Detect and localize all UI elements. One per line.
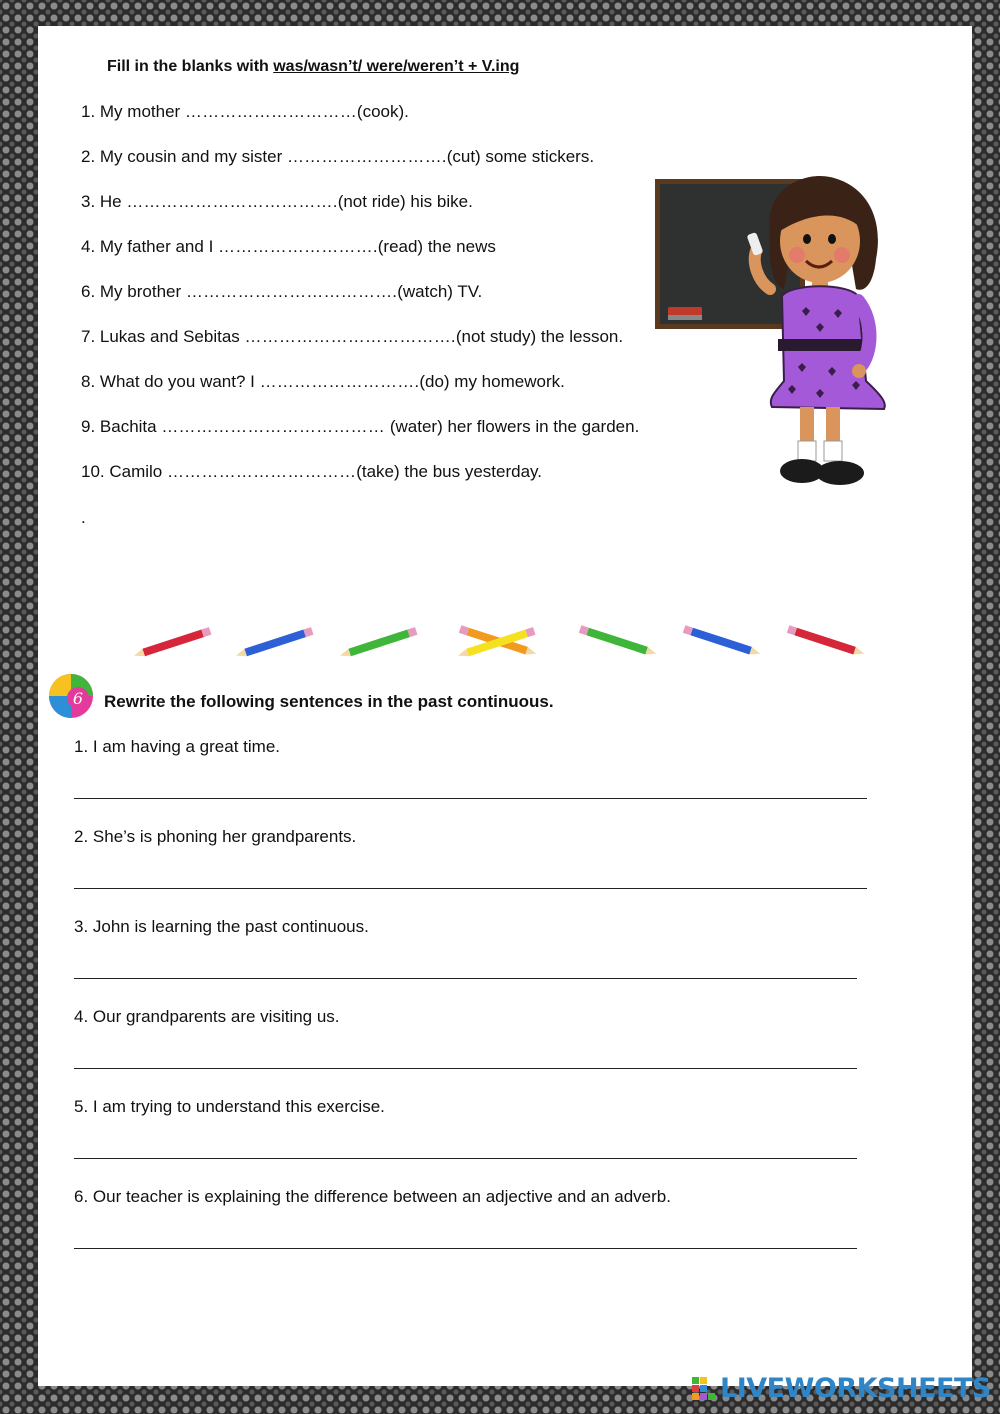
trailing-dot: . [81,508,86,527]
blank-8[interactable]: ………………………. [259,372,420,391]
pencil-green-icon [339,627,418,659]
answer-line-5[interactable] [74,1158,857,1159]
worksheet-page [38,26,972,1386]
pencil-green2-icon [579,625,658,657]
answer-line-1[interactable] [74,798,867,799]
exercise-item-9: 9. Bachita ………………………………… (water) her flowers in the garden. [81,417,640,436]
exercise-item-6: 6. My brother ……………………………….(watch) TV. [81,282,483,301]
section1-title-emphasis: was/wasn’t/ were/weren’t + V.ing [273,58,520,75]
blank-7[interactable]: ………………………………. [244,327,456,346]
blank-1[interactable]: ………………………… [184,102,357,121]
rewrite-item-6: 6. Our teacher is explaining the difference between an adjective and an adverb. [74,1187,671,1206]
exercise-item-7: 7. Lukas and Sebitas ……………………………….(not study) the lesson. [81,327,624,346]
section-number-badge-icon [46,671,98,721]
badge-number: 6 [72,689,84,708]
section1-title [107,58,519,76]
exercise-item-1: 1. My mother …………………………(cook). [81,102,409,121]
exercise-item-3: 3. He ……………………………….(not ride) his bike. [81,192,473,211]
exercise-item-4: 4. My father and I ……………………….(read) the news [81,237,496,256]
rewrite-item-5: 5. I am trying to understand this exercise. [74,1097,385,1116]
blank-10[interactable]: …………………………… [166,462,357,481]
blank-9[interactable]: ………………………………… [161,417,390,436]
liveworksheets-logo [692,1373,991,1404]
exercise-item-8: 8. What do you want? I ……………………….(do) my homework. [81,372,565,391]
answer-line-6[interactable] [74,1248,857,1249]
blank-2[interactable]: ………………………. [286,147,447,166]
pencil-red2-icon [787,625,866,657]
logo-blocks-icon [692,1377,716,1401]
pencil-blue-icon [235,627,314,659]
answer-line-3[interactable] [74,978,857,979]
blank-4[interactable]: ………………………. [218,237,378,256]
teacher-girl-illustration [652,171,902,491]
rewrite-item-3: 3. John is learning the past continuous. [74,917,369,936]
blank-3[interactable]: ………………………………. [126,192,338,211]
pencil-blue2-icon [683,625,762,657]
rewrite-item-4: 4. Our grandparents are visiting us. [74,1007,340,1026]
exercise-item-10: 10. Camilo ……………………………(take) the bus yesterday. [81,462,543,481]
rewrite-item-2: 2. She’s is phoning her grandparents. [74,827,357,846]
section2-title: Rewrite the following sentences in the past continuous. [104,692,554,711]
logo-text: LIVEWORKSHEETS [720,1373,991,1404]
section1-title-prefix: Fill in the blanks with [107,58,274,75]
pencil-red-icon [133,627,212,659]
exercise-item-2: 2. My cousin and my sister ……………………….(cut) some stickers. [81,147,595,166]
answer-line-4[interactable] [74,1068,857,1069]
rewrite-item-1: 1. I am having a great time. [74,737,280,756]
blank-6[interactable]: ………………………………. [185,282,398,301]
answer-line-2[interactable] [74,888,867,889]
pencils-decoration [132,622,892,662]
